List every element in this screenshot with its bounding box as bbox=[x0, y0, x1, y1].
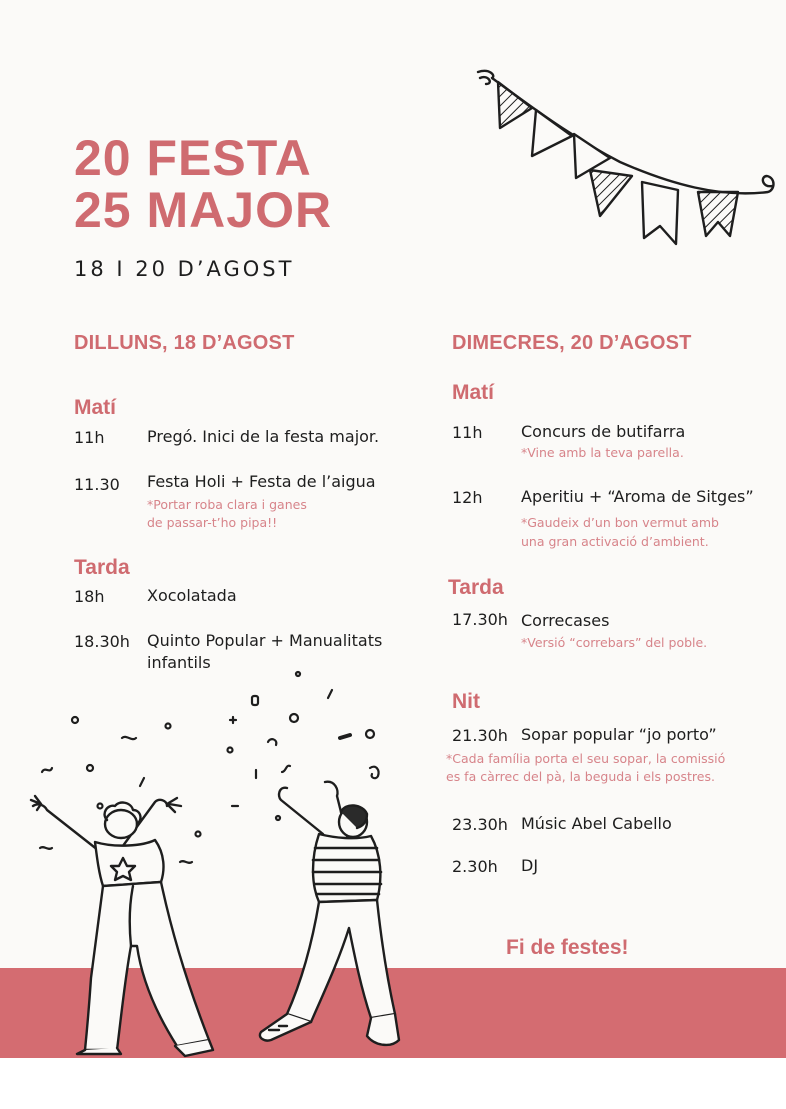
event-note: *Vine amb la teva parella. bbox=[521, 445, 684, 460]
event-time: 21.30h bbox=[452, 726, 508, 745]
finale-text: Fi de festes! bbox=[506, 936, 629, 959]
event-title: Sopar popular “jo porto” bbox=[521, 725, 717, 744]
event-title: Quinto Popular + Manualitats bbox=[147, 631, 383, 650]
event-note: una gran activació d’ambient. bbox=[521, 534, 709, 549]
event-title: DJ bbox=[521, 856, 539, 875]
event-time: 11h bbox=[452, 423, 483, 442]
event-title: Festa Holi + Festa de l’aigua bbox=[147, 472, 376, 491]
event-time: 17.30h bbox=[452, 610, 508, 629]
day-heading-monday: DILLUNS, 18 D’AGOST bbox=[74, 332, 295, 354]
festival-title-line-2: 25 MAJOR bbox=[74, 182, 333, 238]
event-title: Aperitiu + “Aroma de Sitges” bbox=[521, 487, 754, 506]
event-time: 11h bbox=[74, 428, 105, 447]
period-label-tarda-monday: Tarda bbox=[74, 556, 130, 579]
event-note: *Versió “correbars” del poble. bbox=[521, 635, 708, 650]
festival-dates: 18 I 20 D’AGOST bbox=[74, 257, 295, 281]
dancing-people-illustration bbox=[25, 778, 405, 1058]
event-time: 2.30h bbox=[452, 857, 498, 876]
event-note: es fa càrrec del pà, la beguda i els postres. bbox=[446, 769, 715, 784]
event-title-continued: infantils bbox=[147, 653, 211, 672]
event-time: 23.30h bbox=[452, 815, 508, 834]
event-title: Xocolatada bbox=[147, 586, 237, 605]
event-note: *Cada família porta el seu sopar, la comissió bbox=[446, 751, 726, 766]
bottom-margin bbox=[0, 1058, 786, 1109]
event-note: *Gaudeix d’un bon vermut amb bbox=[521, 515, 719, 530]
event-title: Músic Abel Cabello bbox=[521, 814, 672, 833]
event-note: *Portar roba clara i ganes bbox=[147, 497, 307, 512]
event-time: 18h bbox=[74, 587, 105, 606]
period-label-mati-wednesday: Matí bbox=[452, 381, 494, 404]
event-title: Correcases bbox=[521, 611, 610, 630]
event-time: 12h bbox=[452, 488, 483, 507]
period-label-nit-wednesday: Nit bbox=[452, 690, 480, 713]
event-title: Concurs de butifarra bbox=[521, 422, 686, 441]
period-label-tarda-wednesday: Tarda bbox=[448, 576, 504, 599]
period-label-mati-monday: Matí bbox=[74, 396, 116, 419]
day-heading-wednesday: DIMECRES, 20 D’AGOST bbox=[452, 332, 692, 354]
event-time: 18.30h bbox=[74, 632, 130, 651]
event-note: de passar-t’ho pipa!! bbox=[147, 515, 278, 530]
event-title: Pregó. Inici de la festa major. bbox=[147, 427, 380, 446]
bunting-flags-icon bbox=[470, 66, 786, 256]
event-time: 11.30 bbox=[74, 475, 120, 494]
festival-title-line-1: 20 FESTA bbox=[74, 130, 312, 186]
